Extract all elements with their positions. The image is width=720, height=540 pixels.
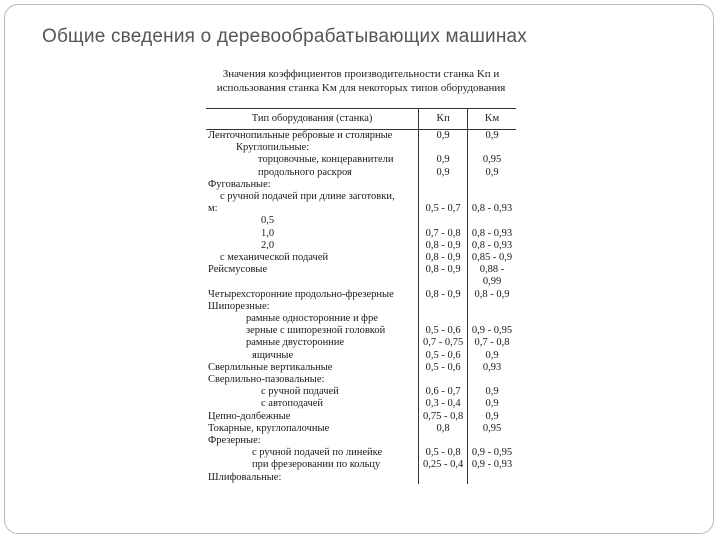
header-km: Kм	[468, 109, 516, 130]
table-row	[206, 289, 516, 301]
km-cell: 0,8 - 0,93	[471, 239, 513, 251]
kp-cell	[419, 313, 468, 325]
equipment-type-cell: с механической подачей	[206, 252, 419, 264]
km-cell: 0,88 -	[479, 264, 505, 276]
kp-cell	[419, 191, 468, 203]
equipment-type-cell: Токарные, круглопалочные	[206, 423, 419, 435]
kp-cell: 0,9	[419, 167, 468, 179]
table-row	[206, 252, 516, 264]
kp-cell: 0,9	[419, 154, 468, 166]
km-cell: 0,95	[482, 422, 502, 434]
kp-cell: 0,7 - 0,75	[419, 337, 468, 349]
table-row	[206, 374, 516, 386]
equipment-type-cell: 0,5	[206, 215, 419, 227]
equipment-type-cell: 1,0	[206, 228, 419, 240]
km-cell: 0,7 - 0,8	[474, 337, 510, 349]
equipment-type-cell: 2,0	[206, 240, 419, 252]
equipment-type-cell: торцовочные, концеравнители	[206, 154, 419, 166]
coefficients-table	[206, 108, 516, 484]
km-cell	[468, 472, 516, 484]
km-cell: 0,8 - 0,9	[474, 288, 510, 300]
km-cell: 0,9 - 0,95	[471, 447, 513, 459]
km-cell	[468, 142, 516, 154]
equipment-type-cell: продольного раскроя	[206, 167, 419, 179]
equipment-type-cell: Цепно-долбежные	[206, 411, 419, 423]
km-cell: 0,93	[482, 361, 502, 373]
caption-line: Значения коэффициентов производительности станка Kп и	[222, 68, 500, 80]
table-row	[206, 264, 516, 276]
table-row	[206, 240, 516, 252]
header-kp: Kп	[419, 109, 468, 130]
kp-cell: 0,8 - 0,9	[419, 252, 468, 264]
equipment-type-cell: Четырехсторонние продольно-фрезерные	[206, 289, 419, 301]
header-equipment-type: Тип оборудования (станка)	[206, 109, 419, 130]
table-row	[206, 398, 516, 410]
kp-cell	[419, 142, 468, 154]
kp-cell	[419, 374, 468, 386]
equipment-type-cell: с автоподачей	[206, 398, 419, 410]
km-cell	[468, 435, 516, 447]
kp-cell: 0,8 - 0,9	[419, 264, 468, 276]
kp-cell: 0,75 - 0,8	[419, 411, 468, 423]
equipment-type-cell: Круглопильные:	[206, 142, 419, 154]
kp-cell	[419, 472, 468, 484]
table-row	[206, 142, 516, 154]
table-caption	[196, 67, 526, 95]
km-cell: 0,9	[485, 386, 499, 398]
kp-cell	[419, 435, 468, 447]
km-cell: 0,9 - 0,95	[471, 325, 513, 337]
km-cell: 0,8 - 0,93	[471, 203, 513, 215]
km-cell: 0,8 - 0,93	[471, 227, 513, 239]
equipment-type-cell: рамные двусторонние	[206, 337, 419, 349]
kp-cell: 0,25 - 0,4	[419, 459, 468, 471]
table-row	[206, 191, 516, 203]
equipment-type-cell: зерные с шипорезной головкой	[206, 325, 419, 337]
km-cell: 0,9	[485, 398, 499, 410]
equipment-type-cell: с ручной подачей	[206, 386, 419, 398]
equipment-type-cell: Шипорезные:	[206, 301, 419, 313]
kp-cell: 0,8 - 0,9	[419, 240, 468, 252]
km-cell: 0,9	[485, 166, 499, 178]
km-cell: 0,85 - 0,9	[471, 252, 513, 264]
table-row	[206, 203, 516, 215]
equipment-type-cell: Ленточнопильные ребровые и столярные	[206, 130, 419, 143]
km-cell: 0,95	[482, 154, 502, 166]
equipment-type-cell: Фрезерные:	[206, 435, 419, 447]
km-cell	[468, 301, 516, 313]
equipment-type-cell: при фрезеровании по кольцу	[206, 459, 419, 471]
table-row	[206, 276, 516, 288]
km-cell	[468, 374, 516, 386]
table-row	[206, 301, 516, 313]
kp-cell: 0,5 - 0,7	[419, 203, 468, 215]
table-header-row	[206, 109, 516, 130]
equipment-type-cell: Шлифовальные:	[206, 472, 419, 484]
table-row	[206, 423, 516, 435]
slide-title: Общие сведения о деревообрабатывающих машинах	[42, 26, 527, 47]
kp-cell: 0,5 - 0,8	[419, 447, 468, 459]
table-row	[206, 215, 516, 227]
table-row	[206, 167, 516, 179]
kp-cell: 0,9	[419, 130, 468, 143]
table-row	[206, 179, 516, 191]
km-cell: 0,99	[482, 276, 502, 288]
equipment-type-cell: Сверлильные вертикальные	[206, 362, 419, 374]
km-cell: 0,9	[485, 410, 499, 422]
km-cell	[468, 179, 516, 191]
kp-cell: 0,5 - 0,6	[419, 350, 468, 362]
equipment-type-cell: Фуговальные:	[206, 179, 419, 191]
equipment-type-cell: Сверлильно-пазовальные:	[206, 374, 419, 386]
kp-cell	[419, 276, 468, 288]
equipment-type-cell: рамные односторонние и фре	[206, 313, 419, 325]
kp-cell	[419, 179, 468, 191]
kp-cell: 0,7 - 0,8	[419, 228, 468, 240]
equipment-type-cell: с ручной подачей при длине заготовки,	[206, 191, 419, 203]
kp-cell: 0,5 - 0,6	[419, 325, 468, 337]
km-cell: 0,9	[485, 130, 499, 141]
km-cell	[468, 215, 516, 227]
table-row	[206, 459, 516, 471]
kp-cell: 0,3 - 0,4	[419, 398, 468, 410]
km-cell: 0,9 - 0,93	[471, 459, 513, 471]
kp-cell: 0,5 - 0,6	[419, 362, 468, 374]
table-row	[206, 154, 516, 166]
table-row	[206, 411, 516, 423]
table-row	[206, 386, 516, 398]
table-row	[206, 362, 516, 374]
kp-cell	[419, 301, 468, 313]
table-row	[206, 337, 516, 349]
equipment-type-cell	[206, 276, 419, 288]
equipment-type-cell: с ручной подачей по линейке	[206, 447, 419, 459]
kp-cell	[419, 215, 468, 227]
equipment-type-cell: ящичные	[206, 350, 419, 362]
kp-cell: 0,8	[419, 423, 468, 435]
table-row	[206, 350, 516, 362]
caption-line: использования станка Kм для некоторых типов оборудования	[216, 82, 506, 94]
km-cell	[468, 191, 516, 203]
equipment-type-cell: Рейсмусовые	[206, 264, 419, 276]
table-row	[206, 313, 516, 325]
table-row	[206, 130, 516, 143]
table-row	[206, 435, 516, 447]
km-cell: 0,9	[485, 349, 499, 361]
kp-cell: 0,6 - 0,7	[419, 386, 468, 398]
table-row	[206, 472, 516, 484]
km-cell	[468, 313, 516, 325]
table-row	[206, 228, 516, 240]
equipment-type-cell: м:	[206, 203, 419, 215]
table-row	[206, 447, 516, 459]
kp-cell: 0,8 - 0,9	[419, 289, 468, 301]
table-row	[206, 325, 516, 337]
